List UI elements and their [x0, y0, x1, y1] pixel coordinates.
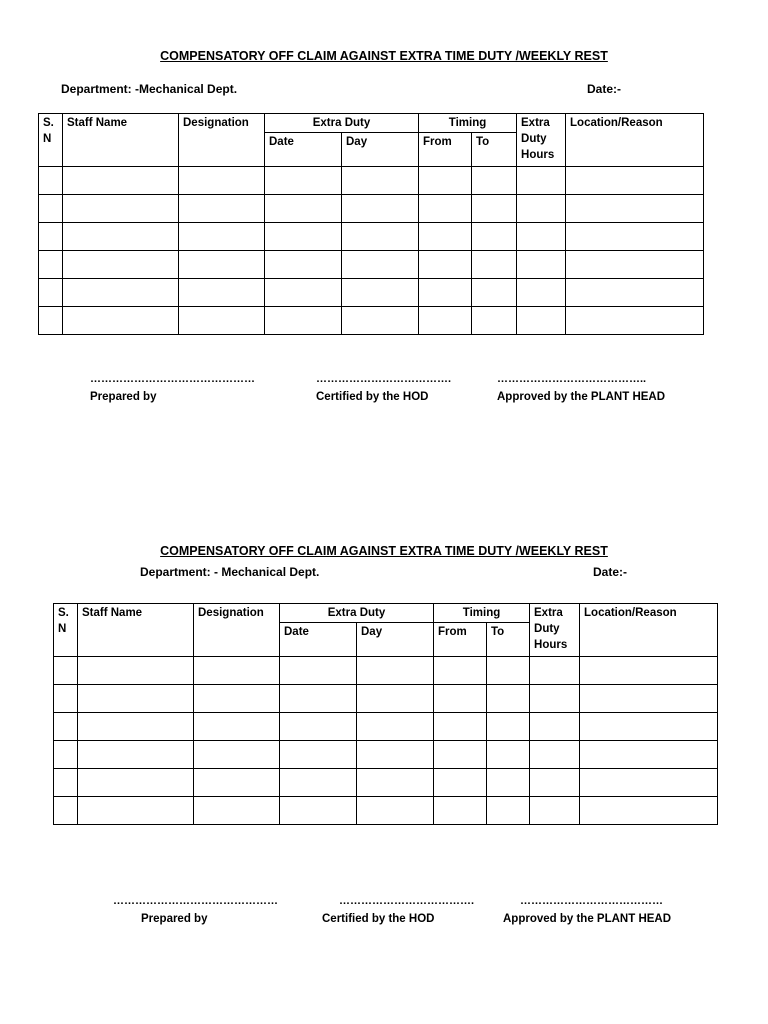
table-cell — [63, 279, 179, 307]
table-cell — [54, 797, 78, 825]
table-cell — [517, 251, 566, 279]
table-cell — [487, 713, 530, 741]
table-cell — [580, 657, 718, 685]
table-row — [54, 713, 718, 741]
table-cell — [63, 307, 179, 335]
certified-by-label: Certified by the HOD — [322, 913, 435, 925]
prepared-signature-line: ……………………………………… — [113, 895, 278, 907]
table-cell — [280, 657, 357, 685]
table-cell — [580, 769, 718, 797]
prepared-by-label: Prepared by — [90, 391, 157, 403]
approved-signature-line: ………………………………….. — [497, 373, 647, 385]
table-cell — [63, 251, 179, 279]
table-cell — [179, 167, 265, 195]
table-cell — [530, 769, 580, 797]
table-cell — [517, 279, 566, 307]
form-title: COMPENSATORY OFF CLAIM AGAINST EXTRA TIME DUTY /WEEKLY REST — [160, 49, 608, 63]
table-cell — [487, 797, 530, 825]
table-cell — [39, 195, 63, 223]
table-cell — [179, 307, 265, 335]
table-cell — [194, 769, 280, 797]
table-cell — [280, 769, 357, 797]
table-cell — [342, 279, 419, 307]
table-cell — [530, 797, 580, 825]
table-cell — [194, 797, 280, 825]
header-staff-name: Staff Name — [63, 114, 179, 167]
table-cell — [487, 769, 530, 797]
table-cell — [566, 307, 704, 335]
table-body — [54, 657, 718, 825]
form-title: COMPENSATORY OFF CLAIM AGAINST EXTRA TIME DUTY /WEEKLY REST — [160, 544, 608, 558]
table-cell — [434, 657, 487, 685]
table-cell — [342, 251, 419, 279]
table-cell — [472, 251, 517, 279]
table-cell — [78, 657, 194, 685]
table-cell — [179, 251, 265, 279]
approved-signature-line: ………………………………… — [520, 895, 663, 907]
table-row — [54, 797, 718, 825]
table-cell — [39, 307, 63, 335]
table-cell — [54, 741, 78, 769]
table-cell — [530, 713, 580, 741]
table-cell — [179, 279, 265, 307]
header-staff-name: Staff Name — [78, 604, 194, 657]
table-cell — [472, 195, 517, 223]
table-cell — [419, 223, 472, 251]
header-to: To — [472, 133, 517, 167]
header-sn: S. N — [39, 114, 63, 167]
table-cell — [517, 223, 566, 251]
table-cell — [472, 307, 517, 335]
table-cell — [566, 279, 704, 307]
header-from: From — [434, 623, 487, 657]
table-cell — [419, 167, 472, 195]
header-extra-duty: Extra Duty — [265, 114, 419, 133]
table-cell — [78, 685, 194, 713]
table-cell — [487, 657, 530, 685]
table-cell — [39, 279, 63, 307]
table-cell — [265, 195, 342, 223]
table-cell — [265, 251, 342, 279]
table-cell — [265, 279, 342, 307]
table-cell — [39, 223, 63, 251]
date-label: Date:- — [593, 565, 628, 579]
table-cell — [472, 279, 517, 307]
table-cell — [419, 251, 472, 279]
table-cell — [357, 797, 434, 825]
table-body — [39, 167, 704, 335]
table-cell — [434, 685, 487, 713]
table-cell — [566, 223, 704, 251]
claim-table — [38, 113, 704, 335]
table-cell — [434, 797, 487, 825]
header-day: Day — [342, 133, 419, 167]
table-cell — [194, 657, 280, 685]
header-from: From — [419, 133, 472, 167]
table-cell — [54, 685, 78, 713]
table-cell — [530, 685, 580, 713]
table-row — [54, 769, 718, 797]
table-cell — [194, 741, 280, 769]
table-cell — [434, 769, 487, 797]
table-row — [39, 195, 704, 223]
table-cell — [194, 685, 280, 713]
table-cell — [419, 307, 472, 335]
table-row — [39, 223, 704, 251]
header-to: To — [487, 623, 530, 657]
table-cell — [179, 223, 265, 251]
table-cell — [517, 307, 566, 335]
table-cell — [265, 167, 342, 195]
table-cell — [78, 769, 194, 797]
department-label: Department: -Mechanical Dept. — [61, 82, 238, 96]
table-cell — [357, 713, 434, 741]
table-cell — [580, 685, 718, 713]
certified-by-label: Certified by the HOD — [316, 391, 429, 403]
table-cell — [580, 713, 718, 741]
header-extra-duty-hours: Extra Duty Hours — [530, 604, 580, 657]
prepared-by-label: Prepared by — [141, 913, 208, 925]
date-label: Date:- — [587, 82, 622, 96]
header-designation: Designation — [179, 114, 265, 167]
table-cell — [580, 741, 718, 769]
table-cell — [357, 741, 434, 769]
table-cell — [530, 657, 580, 685]
table-cell — [487, 741, 530, 769]
table-cell — [194, 713, 280, 741]
table-cell — [566, 251, 704, 279]
table-cell — [54, 657, 78, 685]
table-cell — [63, 223, 179, 251]
table-cell — [280, 713, 357, 741]
table-cell — [419, 195, 472, 223]
table-cell — [265, 223, 342, 251]
table-cell — [472, 223, 517, 251]
table-cell — [265, 307, 342, 335]
table-cell — [357, 685, 434, 713]
table-cell — [39, 251, 63, 279]
table-cell — [517, 167, 566, 195]
table-cell — [342, 195, 419, 223]
table-cell — [566, 195, 704, 223]
table-cell — [517, 195, 566, 223]
header-sn: S. N — [54, 604, 78, 657]
table-cell — [280, 797, 357, 825]
table-row — [54, 741, 718, 769]
department-label: Department: - Mechanical Dept. — [140, 565, 320, 579]
table-cell — [530, 741, 580, 769]
certified-signature-line: ………………………………. — [339, 895, 475, 907]
header-date: Date — [265, 133, 342, 167]
header-date: Date — [280, 623, 357, 657]
table-cell — [580, 797, 718, 825]
table-cell — [280, 741, 357, 769]
header-timing: Timing — [434, 604, 530, 623]
table-cell — [78, 741, 194, 769]
table-cell — [357, 769, 434, 797]
prepared-signature-line: ……………………………………… — [90, 373, 255, 385]
table-row — [54, 657, 718, 685]
table-cell — [54, 713, 78, 741]
table-cell — [434, 741, 487, 769]
header-timing: Timing — [419, 114, 517, 133]
table-cell — [280, 685, 357, 713]
table-cell — [342, 223, 419, 251]
table-cell — [63, 195, 179, 223]
table-cell — [419, 279, 472, 307]
approved-by-label: Approved by the PLANT HEAD — [497, 391, 666, 403]
table-row — [39, 279, 704, 307]
header-extra-duty-hours: Extra Duty Hours — [517, 114, 566, 167]
table-cell — [78, 713, 194, 741]
table-row — [39, 167, 704, 195]
table-cell — [472, 167, 517, 195]
table-cell — [54, 769, 78, 797]
table-row — [39, 251, 704, 279]
claim-table — [53, 603, 718, 825]
certified-signature-line: ………………………………. — [316, 373, 452, 385]
table-cell — [342, 167, 419, 195]
header-location-reason: Location/Reason — [566, 114, 704, 167]
table-cell — [78, 797, 194, 825]
table-cell — [342, 307, 419, 335]
table-cell — [179, 195, 265, 223]
header-day: Day — [357, 623, 434, 657]
table-row — [54, 685, 718, 713]
approved-by-label: Approved by the PLANT HEAD — [503, 913, 672, 925]
header-location-reason: Location/Reason — [580, 604, 718, 657]
table-cell — [63, 167, 179, 195]
table-cell — [357, 657, 434, 685]
header-extra-duty: Extra Duty — [280, 604, 434, 623]
table-cell — [434, 713, 487, 741]
table-cell — [39, 167, 63, 195]
table-cell — [487, 685, 530, 713]
table-cell — [566, 167, 704, 195]
table-row — [39, 307, 704, 335]
header-designation: Designation — [194, 604, 280, 657]
